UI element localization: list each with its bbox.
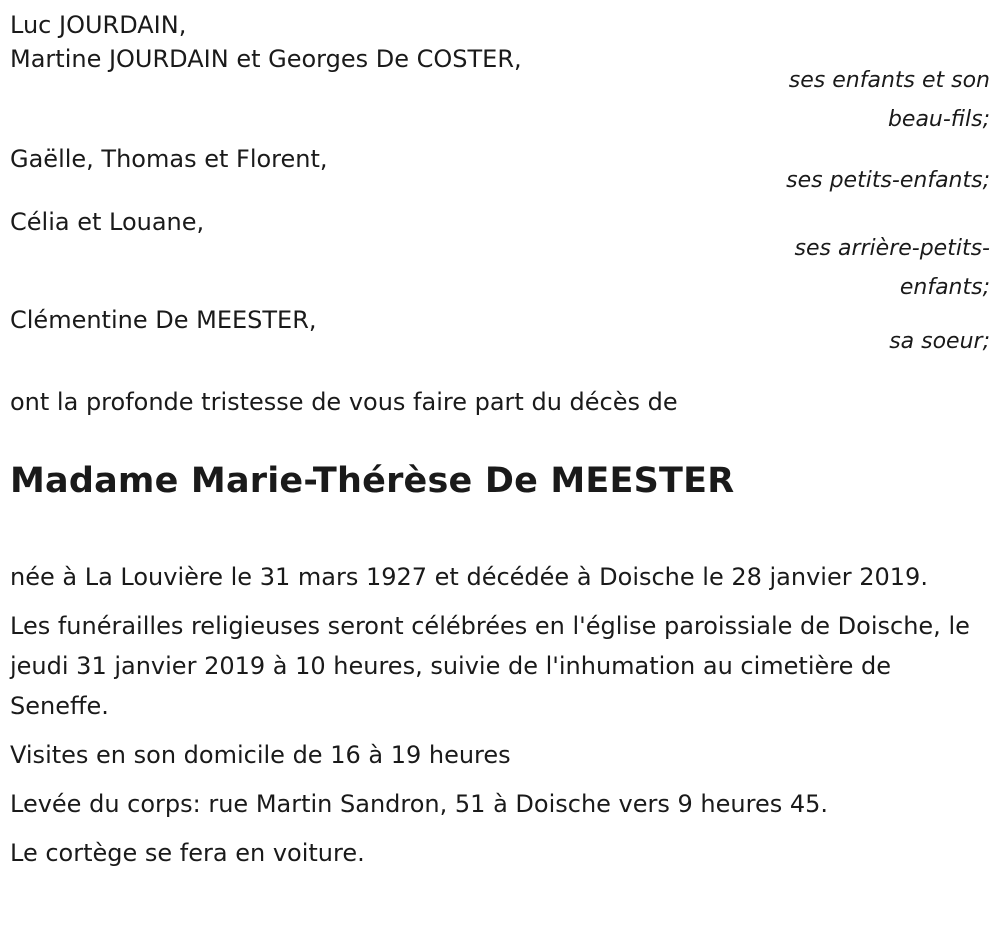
family-group-children xyxy=(10,8,990,139)
family-group-grandchildren xyxy=(10,142,990,200)
relation-line: beau-fils; xyxy=(887,107,990,132)
announcement-intro: ont la profonde tristesse de vous faire part du décès de xyxy=(10,388,678,416)
funeral-details: Les funérailles religieuses seront célébrées en l'église paroissiale de Doische, le jeudi 31 janvier 2019 à 10 heures, suivie de l'inhumation au cimetière de Seneffe. xyxy=(10,612,970,720)
family-name-line: Célia et Louane, xyxy=(10,208,205,236)
family-group-sister xyxy=(10,303,990,361)
body-removal: Levée du corps: rue Martin Sandron, 51 à Doische vers 9 heures 45. xyxy=(10,790,829,818)
family-name-line: Clémentine De MEESTER, xyxy=(10,306,317,334)
birth-death-dates: née à La Louvière le 31 mars 1927 et décédée à Doische le 28 janvier 2019. xyxy=(10,563,928,591)
family-name-line: Gaëlle, Thomas et Florent, xyxy=(10,145,328,173)
obituary-notice xyxy=(10,0,990,873)
family-name-line: Martine JOURDAIN et Georges De COSTER, xyxy=(10,45,522,73)
visiting-hours: Visites en son domicile de 16 à 19 heures xyxy=(10,741,511,769)
family-group-great-grandchildren xyxy=(10,205,990,307)
deceased-name: Madame Marie-Thérèse De MEESTER xyxy=(10,461,735,501)
procession-note: Le cortège se fera en voiture. xyxy=(10,839,365,867)
relation-line: ses arrière-petits- xyxy=(794,236,990,261)
family-name-line: Luc JOURDAIN, xyxy=(10,11,187,39)
obituary-details xyxy=(10,557,990,873)
relation-line: enfants; xyxy=(899,275,990,300)
relation-line: ses petits-enfants; xyxy=(786,168,990,193)
relation-line: sa soeur; xyxy=(889,329,990,354)
family-relation xyxy=(10,229,990,307)
relation-line: ses enfants et son xyxy=(788,68,990,93)
